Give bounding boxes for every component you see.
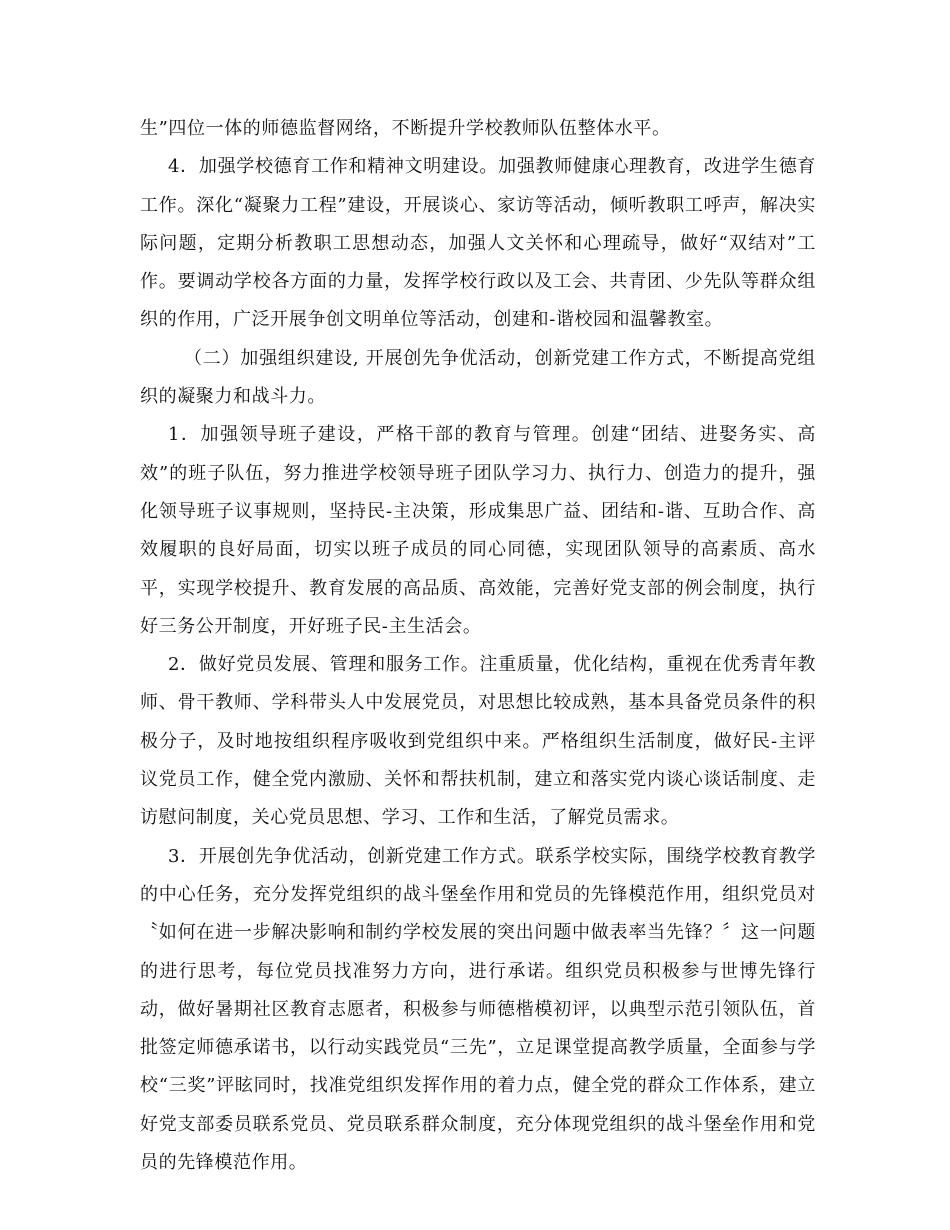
- paragraph-continuation: 生”四位一体的师德监督网络，不断提升学校教师队伍整体水平。: [140, 118, 671, 139]
- section-heading-2: （二）加强组织建设, 开展创先争优活动，创新党建工作方式，不断提高党组织的凝聚力和战斗力。: [140, 347, 816, 408]
- document-body: [140, 110, 816, 1182]
- paragraph-item-1: 1．加强领导班子建设，严格干部的教育与管理。创建“团结、进娶务实、高效”的班子队伍，努力推进学校领导班子团队学习力、执行力、创造力的提升，强化领导班子议事规则，坚持民-主决策，形成集思广益、团结和-谐、互助合作、高效履职的良好局面，切实以班子成员的同心同德，实现团队领导的高素质、高水平，实现学校提升、教育发展的高品质、高效能，完善好党支部的例会制度，执行好三务公开制度，开好班子民-主生活会。: [140, 424, 816, 637]
- paragraph-item-3: 3．开展创先争优活动，创新党建工作方式。联系学校实际，围绕学校教育教学的中心任务，充分发挥党组织的战斗堡垒作用和党员的先锋模范作用，组织党员对〝如何在进一步解决影响和制约学校发展的突出问题中做表率当先锋？〞这一问题的进行思考，每位党员找准努力方向，进行承诺。组织党员积极参与世博先锋行动，做好暑期社区教育志愿者，积极参与师德楷模初评，以典型示范引领队伍，首批签定师德承诺书，以行动实践党员“三先”，立足课堂提高教学质量，全面参与学校“三奖”评眩同时，找准党组织发挥作用的着力点，健全党的群众工作体系，建立好党支部委员联系党员、党员联系群众制度，充分体现党组织的战斗堡垒作用和党员的先锋模范作用。: [140, 845, 816, 1174]
- paragraph-item-4: 4．加强学校德育工作和精神文明建设。加强教师健康心理教育，改进学生德育工作。深化“凝聚力工程”建设，开展谈心、家访等活动，倾听教职工呼声，解决实际问题，定期分析教职工思想动态，加强人文关怀和心理疏导，做好“双结对”工作。要调动学校各方面的力量，发挥学校行政以及工会、共青团、少先队等群众组织的作用，广泛开展争创文明单位等活动，创建和-谐校园和温馨教室。: [140, 156, 816, 331]
- paragraph-item-2: 2．做好党员发展、管理和服务工作。注重质量，优化结构，重视在优秀青年教师、骨干教师、学科带头人中发展党员，对思想比较成熟，基本具备党员条件的积极分子，及时地按组织程序吸收到党组织中来。严格组织生活制度，做好民-主评议党员工作，健全党内激励、关怀和帮扶机制，建立和落实党内谈心谈话制度、走访慰问制度，关心党员思想、学习、工作和生活，了解党员需求。: [140, 654, 816, 829]
